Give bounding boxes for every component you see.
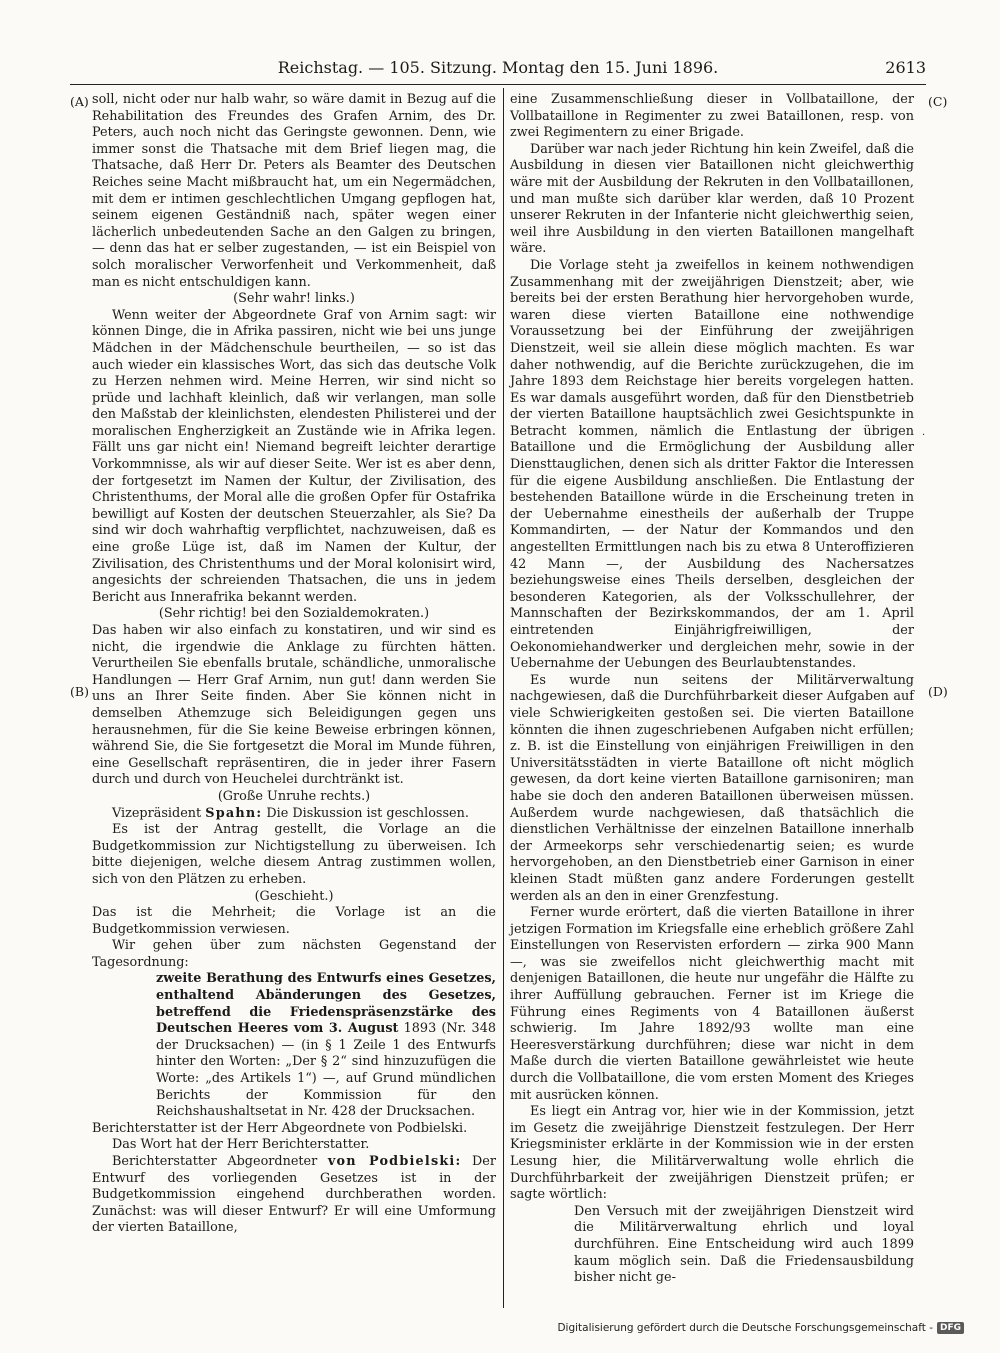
quotation: Den Versuch mit der zweijährigen Dienstzeit wird die Militärverwaltung ehrlich und loyal durchführen. Eine Entscheidung wird auch 1899 kaum möglich sein. Daß die Friedensausbildung bisher nicht ge- [574,1203,914,1286]
paragraph: eine Zusammenschließung dieser in Vollbataillone, der Vollbataillone in Regimenter zu zwei Bataillonen, resp. von zwei Regimentern zu einer Brigade. [510,92,914,141]
footer [557,1318,964,1338]
paragraph: Das Wort hat der Herr Berichterstatter. [112,1137,370,1153]
paragraph: soll, nicht oder nur halb wahr, so wäre damit in Bezug auf die Rehabilitation des Freundes des Grafen Arnim, des Dr. Peters, auch noch nicht das Geringste gewonnen. Denn, wie immer sonst die Thatsache mit dem Brief liegen mag, die Thatsache, daß Herr Dr. Peters als Beamter des Deutschen Reiches seine Macht mißbraucht hat, um ein Negermädchen, mit dem er intimen geschlechtlichen Umgang gepflogen hat, seinem eigenen Geständniß nach, später wegen einer lächerlich unbedeutenden Sache an den Galgen zu bringen, — denn das hat er selber zugestanden, — ist ein Beispiel von solch moralischer Verworfenheit und Verkommenheit, daß man es nicht entschuldigen kann. [92,92,496,290]
page-header [70,56,926,86]
dfg-logo-icon: DFG [937,1322,964,1334]
reaction: (Geschieht.) [254,888,334,904]
agenda-details: 1893 (Nr. 348 der Drucksachen) — (in § 1 Zeile 1 des Entwurfs hinter den Worten: „Der § 2“ sind hinzuzufügen die Worte: „des Artikels 1“) —, auf Grund mündlichen Berichts der Kommission für den Reichshaushaltsetat in Nr. 428 der Drucksachen. [156,1021,496,1120]
speaker-text: Die Diskussion ist geschlossen. [266,805,469,821]
paragraph: Das haben wir also einfach zu konstatiren, und wir sind es nicht, die irgendwie die Anklage zu fürchten hätten. Verurtheilen Sie ebenfalls brutale, schändliche, unmoralische Handlungen — Herr Graf Arnim, nun gut! dann werden Sie uns an Ihrer Seite finden. Aber Sie können nicht in demselben Athemzuge sich Beleidigungen gegen uns herausnehmen, für die Sie keine Beweise erbringen können, während Sie, die Sie fortgesetzt die Moral im Munde führen, eine Gesellschaft repräsentiren, die in jeder ihrer Fasern durch und durch von Heuchelei durchtränkt ist. [92,623,496,788]
margin-dot: . [922,427,926,438]
paragraph: Es liegt ein Antrag vor, hier wie in der Kommission, jetzt im Gesetz die zweijährige Dienstzeit festzulegen. Der Herr Kriegsminister erklärte in der Kommission wie in der ersten Lesung hier, die Militärverwaltung wolle ehrlich die Durchführbarkeit der zweijährigen Dienstzeit prüfen; er sagte wörtlich: [510,1104,914,1203]
paragraph: Wenn weiter der Abgeordnete Graf von Arnim sagt: wir können Dinge, die in Afrika passiren, nicht wie bei uns junge Mädchen in der Mädchenschule beurtheilen, — so ist das auch wieder ein klassisches Wort, das sich das deutsche Volk zu Herzen nehmen wird. Meine Herren, wir sind nicht so prüde und lachhaft kleinlich, daß wir verlangen, man solle den Maßstab der kleinlichsten, elendesten Philisterei und der moralischen Engherzigkeit an Zustände wie in Afrika legen. Fällt uns gar nicht ein! Niemand begreift leichter derartige Vorkommnisse, als wir auf dieser Seite. Wer ist es aber denn, der fortgesetzt im Namen der Kultur, der Zivilisation, des Christenthums, der Moral alle die großen Opfer für Ostafrika bewilligt auf Kosten der deutschen Steuerzahler, als Sie? Da sind wir doch wahrhaftig verpflichtet, nachzuweisen, daß es eine große Lüge ist, daß im Namen der Kultur, der Zivilisation, des Christenthums und der Moral kolonisirt wird, angesichts der schreienden Thatsachen, die uns in jedem Bericht aus Innerafrika bekannt werden. [92,307,496,605]
funding-note: Digitalisierung gefördert durch die Deutsche Forschungsgemeinschaft - [557,1322,933,1334]
reaction: (Große Unruhe rechts.) [217,788,371,804]
speaker-label: Vizepräsident [112,805,202,821]
page-number: 2613 [885,58,926,77]
agenda-title: zweite Berathung des Entwurfs eines Gesetzes, enthaltend Abänderungen des Gesetzes, betreffend die Friedenspräsenzstärke des Deutschen Heeres vom 3. August [156,971,496,1037]
reaction: (Sehr richtig! bei den Sozialdemokraten.) [158,606,430,622]
agenda-item [156,971,496,1120]
right-column [510,92,914,1287]
column-divider [503,88,504,1308]
margin-marker-b: (B) [70,684,89,699]
paragraph: Ferner wurde erörtert, daß die vierten Bataillone in ihrer jetzigen Formation im Kriegsfalle eine erheblich größere Zahl Einstellungen von Reservisten erfordern — zirka 900 Mann —, was sie zweifellos nicht gleichwerthig macht mit denjenigen Bataillonen, die heute nur ungefähr die Hälfte zu ihrer Auffüllung gebrauchen. Ferner ist im Kriege die Führung eines Regiments von 4 Bataillonen äußerst schwierig. Im Jahre 1892/93 wollte man eine Heeresverstärkung durchführen; diese war nicht in dem Maße durch die vierten Bataillone gewährleistet wie heute durch die Vollbataillone, die vom ersten Moment des Krieges mit ausrücken können. [510,905,914,1103]
paragraph: Darüber war nach jeder Richtung hin kein Zweifel, daß die Ausbildung in diesen vier Bataillonen nicht gleichwerthig wäre mit der Ausbildung der Rekruten in den Vollbataillonen, und man mußte sich darüber klar werden, daß 10 Prozent unserer Rekruten in der Infanterie nicht gleichwerthig seien, weil ihre Ausbildung in den vierten Bataillonen mangelhaft wäre. [510,141,914,257]
margin-marker-d: (D) [928,684,948,699]
speaker-name: Spahn: [205,805,263,821]
paragraph: Berichterstatter ist der Herr Abgeordnete von Podbielski. [92,1120,468,1136]
paragraph: Wir gehen über zum nächsten Gegenstand der Tagesordnung: [92,938,496,970]
header-rule [70,84,926,85]
paragraph: Es ist der Antrag gestellt, die Vorlage an die Budgetkommission zur Nichtigstellung zu überweisen. Ich bitte diejenigen, welche diesem Antrag zustimmen wollen, sich von den Plätzen zu erheben. [92,822,496,887]
reaction: (Sehr wahr! links.) [233,291,355,307]
speaker-text: Der Entwurf des vorliegenden Gesetzes ist in der Budgetkommission eingehend durchberathen worden. Zunächst: was will dieser Entwurf? Er will eine Umformung der vierten Bataillone, [92,1154,496,1236]
speaker-paragraph [92,1154,496,1237]
left-column [92,92,496,1237]
running-title: Reichstag. — 105. Sitzung. Montag den 15. Juni 1896. [277,58,719,77]
margin-marker-c: (C) [928,94,948,109]
speaker-name: von Podbielski: [327,1154,462,1169]
margin-marker-a: (A) [70,94,89,109]
paragraph: Es wurde nun seitens der Militärverwaltung nachgewiesen, daß die Durchführbarkeit dieser Aufgaben auf viele Schwierigkeiten gestoßen sei. Die vierten Bataillone könnten die ihnen zugeschriebenen Aufgaben nicht erfüllen; z. B. ist die Einstellung von einjährigen Freiwilligen in den Universitätsstädten in vierte Bataillone oft nicht möglich gewesen, da dort keine vierten Bataillone garnisoniren; man habe sie doch den anderen Bataillonen überweisen müssen. Außerdem wurde nachgewiesen, daß thatsächlich die dienstlichen Verhältnisse der einzelnen Bataillone innerhalb der Armeekorps sehr verschiedenartig seien; es wurde hervorgehoben, an den Dienstbetrieb einer Garnison in einer kleinen Stadt müßten ganz andere Forderungen gestellt werden als an den in einer Grenzfestung. [510,672,914,904]
speaker-paragraph [92,806,496,823]
paragraph: Das ist die Mehrheit; die Vorlage ist an die Budgetkommission verwiesen. [92,905,496,937]
paragraph: Die Vorlage steht ja zweifellos in keinem nothwendigen Zusammenhang mit der zweijährigen Dienstzeit; aber, wie bereits bei der ersten Berathung hier hervorgehoben wurde, waren diese vierten Bataillone eine nothwendige Voraussetzung bei der Einführung der zweijährigen Dienstzeit, weil sie allein diese möglich machten. Es war daher nothwendig, auf die Berichte zurückzugehen, die im Jahre 1893 dem Reichstage hier bereits vorgelegen hatten. Es war damals ausgeführt worden, daß für den Dienstbetrieb der vierten Bataillone hauptsächlich zwei Gesichtspunkte in Betracht kommen, nämlich die Entlastung der übrigen Bataillone und die Ermöglichung der Ausbildung aller Diensttauglichen, denen sich als dritter Faktor die Interessen für die eigene Ausbildung anschließen. Die Entlastung der bestehenden Bataillone würde in die Erscheinung treten in der Uebernahme einestheils der außerhalb der Truppe Kommandirten, — der Natur der Kommandos und den angestellten Ermittlungen nach bis zu etwa 8 Unteroffizieren 42 Mann —, der Ausbildung des Nachersatzes beziehungsweise eines Theils derselben, desgleichen der besonderen Kategorien, als der Volksschullehrer, der Mannschaften der Bezirkskommandos, der am 1. April eintretenden Einjährigfreiwilligen, der Oekonomiehandwerker und dergleichen mehr, sowie in der Uebernahme der Uebungen des Beurlaubtenstandes. [510,257,914,672]
speaker-label: Berichterstatter Abgeordneter [112,1154,318,1169]
